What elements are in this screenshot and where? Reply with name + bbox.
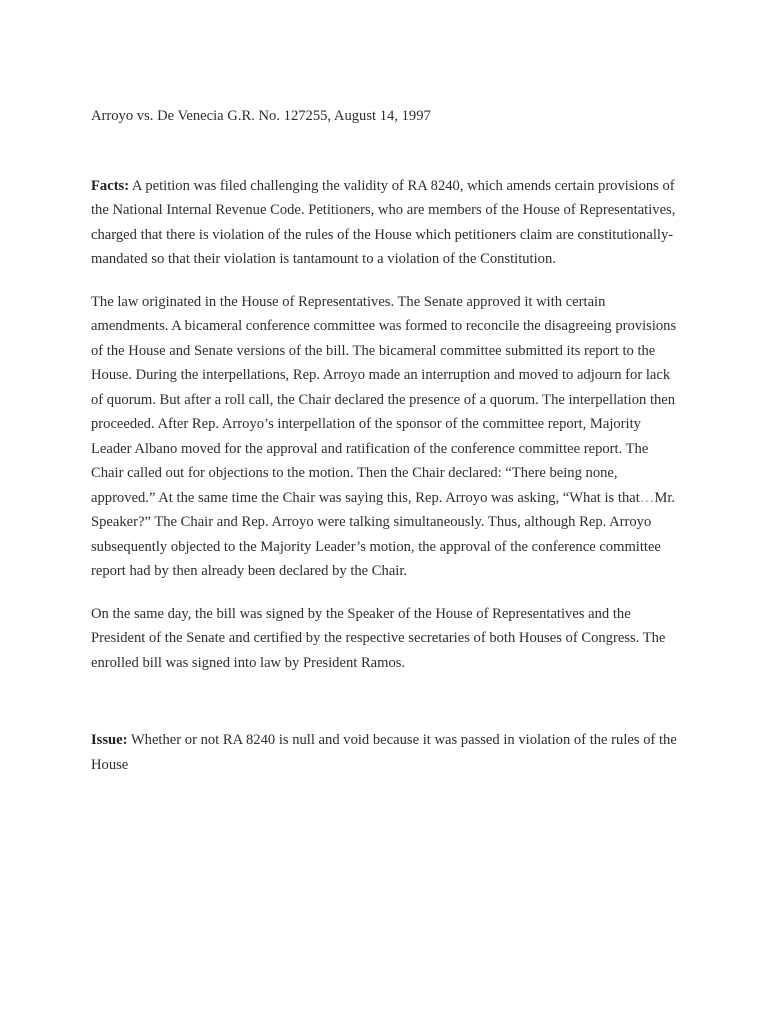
spacer [91, 272, 681, 290]
facts-text: A petition was filed challenging the validity of RA 8240, which amends certain provisions of the National Internal Revenue Code. Petitioners, who are members of the House of Representatives, charged that there is violation of the rules of the House which petitioners claim are constitutionally-mandated so that their violation is tantamount to a violation of the Constitution. [91, 177, 676, 267]
spacer [91, 675, 681, 728]
proceedings-paragraph [91, 290, 681, 584]
proceedings-text-start: The law originated in the House of Representatives. The Senate approved it with certain amendments. A bicameral conference committee was formed to reconcile the disagreeing provisions of the House and Senate versions of the bill. The bicameral committee submitted its report to the House. During the interpellations, Rep. Arroyo made an interruption and moved to adjourn for lack of quorum. But after a roll call, the Chair declared the presence of a quorum. The interpellation then proceeded. After Rep. Arroyo’s interpellation of the sponsor of the committee report, Majority Leader Albano moved for the approval and ratification of the conference committee report. The Chair called out for objections to the motion. Then the Chair declared: “There being none, approved.” At the same time the Chair was saying this, Rep. Arroyo was asking, “What is that [91, 293, 677, 506]
proceedings-text-end: Mr. Speaker?” The Chair and Rep. Arroyo were talking simultaneously. Thus, although Rep. Arroyo subsequently objected to the Majority Leader’s motion, the approval of the conference committee report had by then already been declared by the Chair. [91, 489, 676, 579]
issue-paragraph [91, 728, 681, 777]
facts-label: Facts: [91, 177, 130, 194]
document-title: Arroyo vs. De Venecia G.R. No. 127255, August 14, 1997 [91, 108, 431, 124]
facts-paragraph [91, 174, 681, 272]
spacer [91, 584, 681, 602]
issue-label: Issue: [91, 732, 128, 748]
issue-text: Whether or not RA 8240 is null and void because it was passed in violation of the rules of the House [91, 732, 677, 773]
spacer [91, 129, 681, 174]
signing-paragraph: On the same day, the bill was signed by the Speaker of the House of Representatives and the President of the Senate and certified by the respective secretaries of both Houses of Congress. The enrolled bill was signed into law by President Ramos. [91, 605, 666, 671]
ellipsis: … [639, 489, 655, 506]
document-page [91, 104, 681, 777]
